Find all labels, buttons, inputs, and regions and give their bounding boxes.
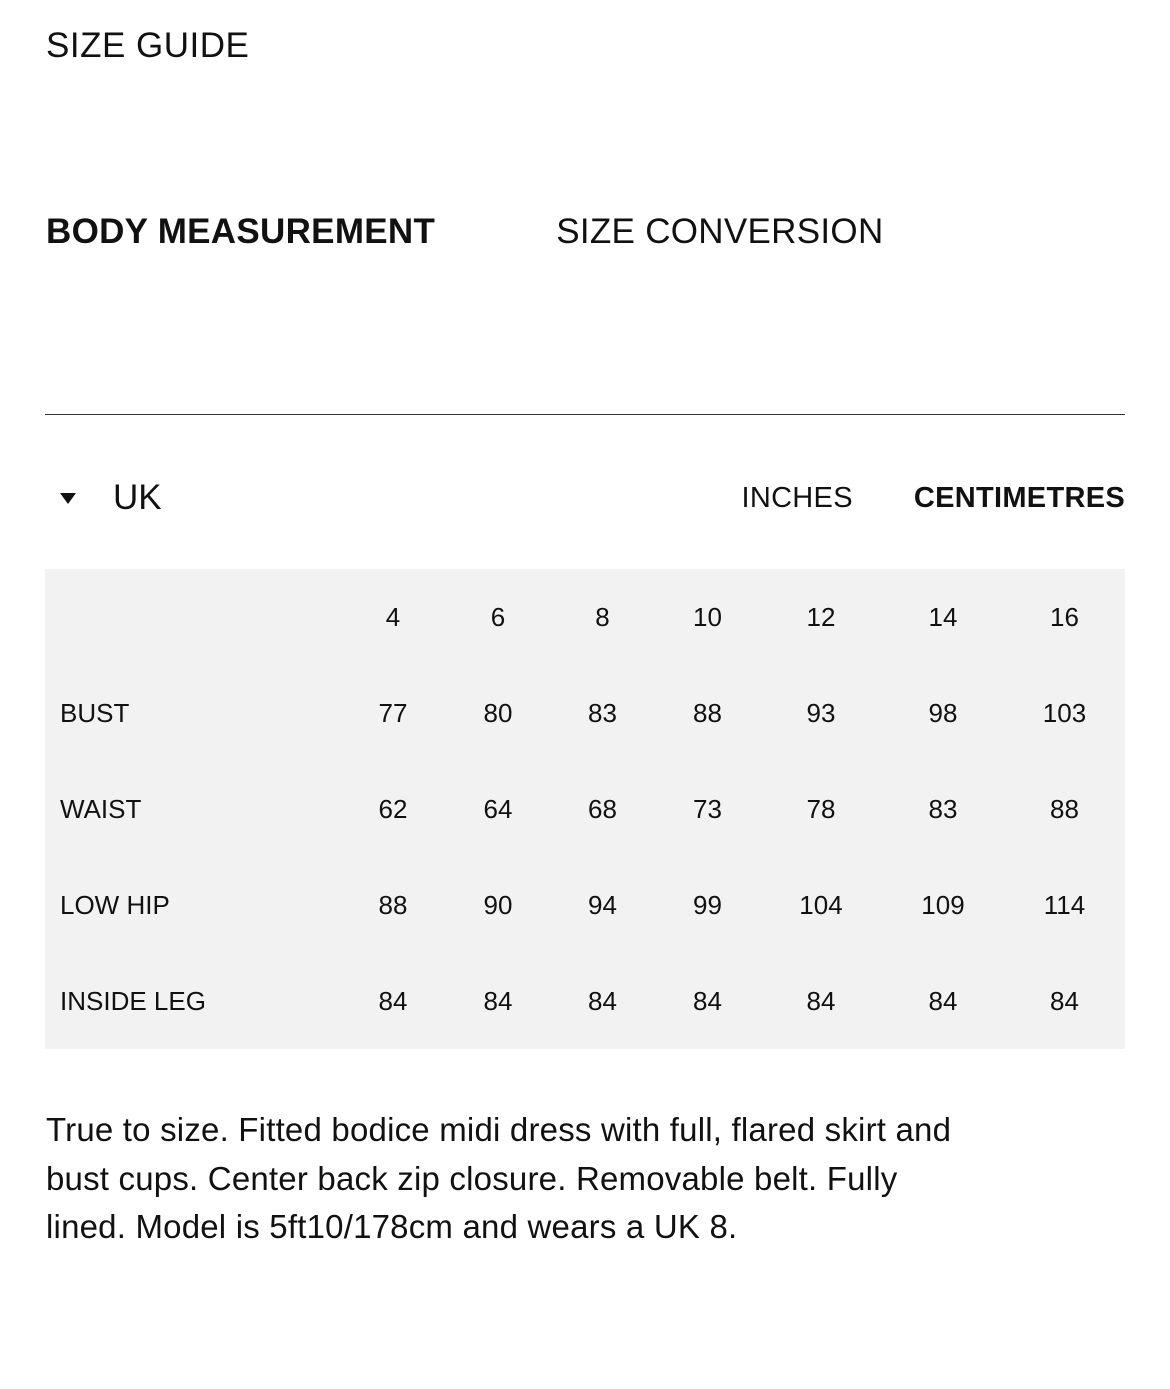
row-label: WAIST	[60, 793, 142, 824]
divider	[45, 414, 1125, 415]
table-cell: 84	[928, 985, 958, 1016]
table-cell: 88	[378, 889, 408, 920]
table-cell: 90	[483, 889, 513, 920]
table-cell: 80	[483, 697, 513, 728]
table-cell: 114	[1043, 889, 1086, 920]
table-cell: 103	[1042, 697, 1087, 728]
table-header-cell: 6	[490, 601, 506, 632]
table-row	[45, 953, 1125, 1049]
table-cell: 94	[588, 889, 617, 920]
table-cell: 73	[693, 793, 722, 824]
row-label: INSIDE LEG	[60, 985, 206, 1016]
table-cell: 78	[806, 793, 836, 824]
table-cell: 83	[928, 793, 958, 824]
tab-size-conversion[interactable]: SIZE CONVERSION	[556, 212, 884, 251]
table-header-cell: 12	[806, 601, 836, 632]
table-header-cell: 8	[595, 601, 610, 632]
unit-centimetres-button[interactable]: CENTIMETRES	[913, 482, 1125, 514]
table-cell: 62	[378, 793, 408, 824]
region-label: UK	[113, 478, 162, 517]
page-title: SIZE GUIDE	[46, 26, 250, 65]
table-cell: 64	[483, 793, 513, 824]
table-cell: 99	[693, 889, 722, 920]
region-unit-row	[45, 470, 1125, 526]
table-cell: 98	[928, 697, 958, 728]
table-cell: 84	[1050, 985, 1079, 1016]
row-label: LOW HIP	[60, 889, 170, 920]
table-cell: 109	[921, 889, 965, 920]
table-row	[45, 857, 1125, 953]
table-cell: 93	[806, 697, 836, 728]
table-cell: 88	[1050, 793, 1079, 824]
table-cell: 84	[378, 985, 408, 1016]
table-header-cell: 10	[693, 601, 722, 632]
table-cell: 88	[693, 697, 722, 728]
table-header-cell: 14	[928, 601, 958, 632]
table-cell: 104	[799, 889, 843, 920]
table-cell: 68	[588, 793, 617, 824]
table-row	[45, 761, 1125, 857]
table-cell: 84	[483, 985, 513, 1016]
table-header-row	[45, 569, 1125, 665]
row-label: BUST	[60, 697, 130, 728]
product-fit-description: True to size. Fitted bodice midi dress with full, flared skirt and bust cups. Center back zip closure. Removable belt. Fully lined. Model is 5ft10/178cm and wears a UK 8.	[46, 1111, 952, 1245]
table-cell: 84	[693, 985, 722, 1016]
table-cell: 83	[588, 697, 617, 728]
size-table-container	[45, 569, 1125, 1049]
unit-inches-button[interactable]: INCHES	[741, 482, 853, 514]
tab-body-measurement[interactable]: BODY MEASUREMENT	[46, 212, 436, 251]
table-header-cell: 16	[1050, 601, 1079, 632]
table-row	[45, 665, 1125, 761]
tab-bar	[46, 210, 884, 254]
region-dropdown[interactable]	[45, 478, 162, 518]
size-table	[45, 569, 1125, 1049]
unit-toggle	[741, 480, 1125, 516]
caret-down-icon	[60, 493, 76, 504]
table-cell: 84	[588, 985, 617, 1016]
table-header-cell	[45, 569, 340, 665]
table-header-cell: 4	[385, 601, 401, 632]
table-cell: 77	[378, 697, 408, 728]
table-cell: 84	[806, 985, 836, 1016]
